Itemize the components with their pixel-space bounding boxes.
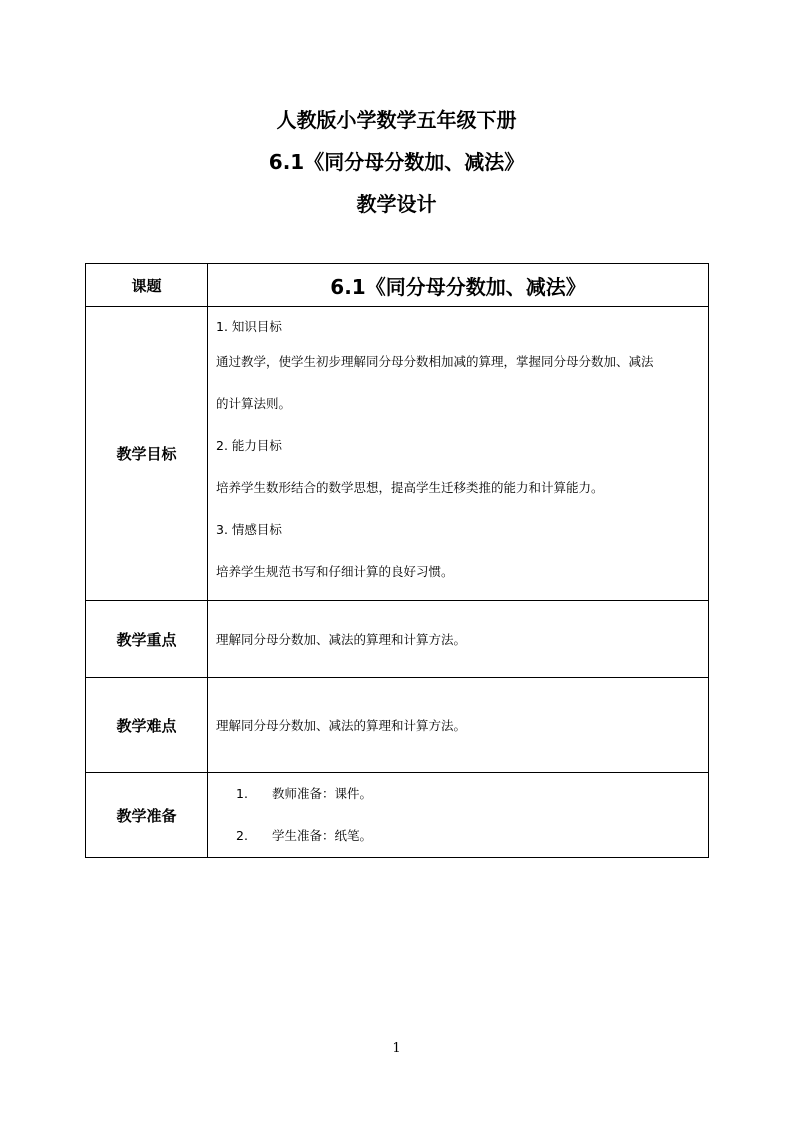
lesson-title: 6.1《同分母分数加、减法》 bbox=[268, 150, 525, 174]
table-row bbox=[86, 773, 709, 858]
table-row bbox=[86, 264, 709, 307]
document-title: 人教版小学数学五年级下册 bbox=[276, 108, 517, 132]
row-label-preparation: 教学准备 bbox=[86, 773, 208, 858]
row-label-difficulties: 教学难点 bbox=[86, 678, 208, 773]
list-text: 教师准备：课件。 bbox=[272, 786, 373, 801]
objective-line: 培养学生规范书写和仔细计算的良好习惯。 bbox=[216, 564, 454, 579]
preparation-cell bbox=[208, 773, 709, 858]
list-number: 1. bbox=[236, 786, 248, 801]
table-row bbox=[86, 678, 709, 773]
list-item bbox=[208, 773, 708, 815]
table-row bbox=[86, 601, 709, 678]
objective-line: 1. 知识目标 bbox=[216, 319, 282, 334]
objectives-cell bbox=[208, 307, 709, 601]
list-item bbox=[208, 815, 708, 857]
topic-value: 6.1《同分母分数加、减法》 bbox=[208, 264, 709, 307]
row-label-topic: 课题 bbox=[86, 264, 208, 307]
difficulties-value: 理解同分母分数加、减法的算理和计算方法。 bbox=[208, 678, 709, 773]
row-label-objectives: 教学目标 bbox=[86, 307, 208, 601]
table-row bbox=[86, 307, 709, 601]
page-number: 1 bbox=[392, 1041, 401, 1056]
key-points-value: 理解同分母分数加、减法的算理和计算方法。 bbox=[208, 601, 709, 678]
objective-line: 3. 情感目标 bbox=[216, 522, 282, 537]
row-label-key-points: 教学重点 bbox=[86, 601, 208, 678]
objective-line: 培养学生数形结合的数学思想，提高学生迁移类推的能力和计算能力。 bbox=[216, 480, 604, 495]
list-number: 2. bbox=[236, 828, 248, 843]
lesson-plan-table bbox=[85, 263, 709, 858]
objective-line: 2. 能力目标 bbox=[216, 438, 282, 453]
objective-line: 的计算法则。 bbox=[216, 396, 292, 411]
document-subtitle: 教学设计 bbox=[356, 192, 437, 216]
objective-line: 通过教学，使学生初步理解同分母分数相加减的算理，掌握同分母分数加、减法 bbox=[216, 354, 654, 369]
list-text: 学生准备：纸笔。 bbox=[272, 828, 373, 843]
